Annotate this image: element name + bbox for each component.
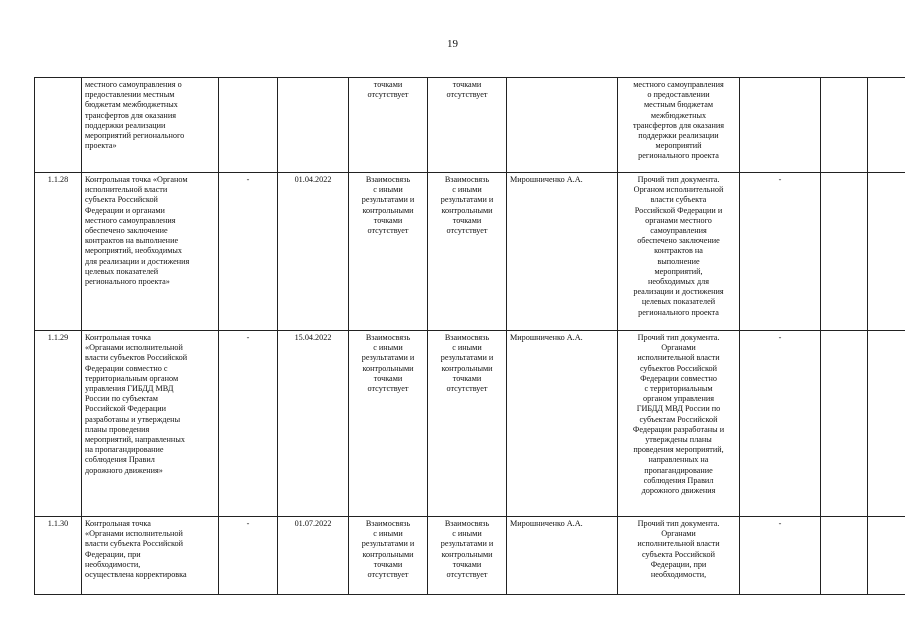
date-cell: 01.04.2022 (278, 173, 349, 331)
document-cell: Прочий тип документа. Органами исполнительной власти субъекта Российской Федерации, при необходимости, (618, 517, 740, 595)
table-row (35, 517, 905, 595)
base-value-cell: - (219, 517, 278, 595)
date-cell (278, 78, 349, 173)
empty-cell (868, 78, 905, 173)
empty-cell (868, 517, 905, 595)
row-number-cell (35, 78, 82, 173)
control-point-name-cell: Контрольная точка «Органами исполнительной власти субъектов Российской Федерации совместно с территориальным органом управления ГИБДД МВД России по субъектам Российской Федерации разработаны и утверждены планы проведения мероприятий, направленных на пропагандирование соблюдения Правил дорожного движения» (82, 331, 219, 517)
info-system-cell: - (740, 331, 821, 517)
next-link-cell: точками отсутствует (428, 78, 507, 173)
control-point-name-cell: местного самоуправления о предоставлении местным бюджетам межбюджетных трансфертов для оказания поддержки реализации мероприятий регионального проекта» (82, 78, 219, 173)
previous-link-cell: Взаимосвязь с иными результатами и контрольными точками отсутствует (349, 331, 428, 517)
date-cell: 15.04.2022 (278, 331, 349, 517)
responsible-cell (507, 78, 618, 173)
document-cell: Прочий тип документа. Органами исполнительной власти субъектов Российской Федерации совместно с территориальным органом управления ГИБДД МВД России по субъектам Российской Федерации разработаны и утверждены планы проведения мероприятий, направленных на пропагандирование соблюдения Правил дорожного движения (618, 331, 740, 517)
next-link-cell: Взаимосвязь с иными результатами и контрольными точками отсутствует (428, 331, 507, 517)
control-point-name-cell: Контрольная точка «Органами исполнительной власти субъекта Российской Федерации, при необходимости, осуществлена корректировка (82, 517, 219, 595)
empty-cell (821, 173, 868, 331)
previous-link-cell: точками отсутствует (349, 78, 428, 173)
next-link-cell: Взаимосвязь с иными результатами и контрольными точками отсутствует (428, 173, 507, 331)
table-row (35, 331, 905, 517)
empty-cell (868, 331, 905, 517)
responsible-cell: Мирошниченко А.А. (507, 517, 618, 595)
empty-cell (821, 78, 868, 173)
empty-cell (821, 331, 868, 517)
responsible-cell: Мирошниченко А.А. (507, 331, 618, 517)
info-system-cell: - (740, 517, 821, 595)
base-value-cell: - (219, 173, 278, 331)
next-link-cell: Взаимосвязь с иными результатами и контрольными точками отсутствует (428, 517, 507, 595)
row-number-cell: 1.1.30 (35, 517, 82, 595)
info-system-cell (740, 78, 821, 173)
row-number-cell: 1.1.29 (35, 331, 82, 517)
control-point-name-cell: Контрольная точка «Органом исполнительной власти субъекта Российской Федерации и органами местного самоуправления обеспечено заключение контрактов на выполнение мероприятий, необходимых для реализации и достижения целевых показателей регионального проекта» (82, 173, 219, 331)
table-row (35, 78, 905, 173)
row-number-cell: 1.1.28 (35, 173, 82, 331)
responsible-cell: Мирошниченко А.А. (507, 173, 618, 331)
document-cell: местного самоуправления о предоставлении местным бюджетам межбюджетных трансфертов для оказания поддержки реализации мероприятий регионального проекта (618, 78, 740, 173)
base-value-cell: - (219, 331, 278, 517)
page-number: 19 (447, 38, 458, 50)
previous-link-cell: Взаимосвязь с иными результатами и контрольными точками отсутствует (349, 173, 428, 331)
document-cell: Прочий тип документа. Органом исполнительной власти субъекта Российской Федерации и органами местного самоуправления обеспечено заключение контрактов на выполнение мероприятий, необходимых для реализации и достижения целевых показателей регионального проекта (618, 173, 740, 331)
control-points-table (34, 77, 905, 595)
base-value-cell (219, 78, 278, 173)
previous-link-cell: Взаимосвязь с иными результатами и контрольными точками отсутствует (349, 517, 428, 595)
info-system-cell: - (740, 173, 821, 331)
table-row (35, 173, 905, 331)
empty-cell (868, 173, 905, 331)
date-cell: 01.07.2022 (278, 517, 349, 595)
empty-cell (821, 517, 868, 595)
